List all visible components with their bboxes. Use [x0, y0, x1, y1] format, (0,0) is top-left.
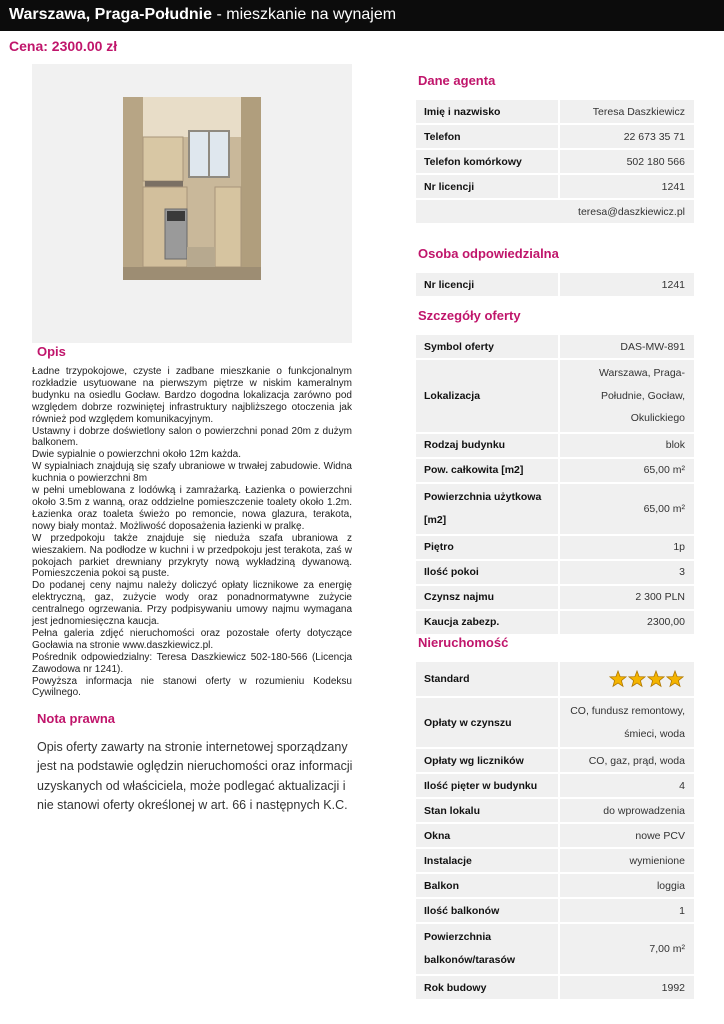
property-value: loggia	[560, 874, 694, 897]
property-value: 1992	[560, 976, 694, 999]
responsible-table	[416, 271, 694, 298]
table-row	[416, 100, 694, 123]
property-value: CO, gaz, prąd, woda	[560, 749, 694, 772]
detail-label: Powierzchnia użytkowa [m2]	[416, 484, 560, 534]
detail-label: Rodzaj budynku	[416, 434, 560, 457]
responsible-license: 1241	[560, 273, 694, 296]
header-subtitle: - mieszkanie na wynajem	[212, 6, 397, 23]
description-paragraph: W przedpokoju także znajduje się nieduża szafa ubraniowa z wieszakiem. Na podłodze w kuchni i w przedpokoju jest terakota, zaś w pokojach parkiet drewniany przykryty nową wykładziną dywanową. Pomieszczenia pokoi są puste.	[32, 532, 352, 580]
page-header	[0, 0, 724, 31]
legal-note: Opis oferty zawarty na stronie internetowej sporządzany jest na podstawie oględzin nieruchomości oraz informacji uzyskanych od właściciela, może podlegać aktualizacji i nie stanowi oferty określonej w art. 66 i następnych K.C.	[37, 740, 353, 813]
section-title-description: Opis	[37, 344, 66, 359]
table-row	[416, 459, 694, 482]
agent-table	[416, 98, 694, 225]
description-text	[32, 366, 352, 699]
agent-email[interactable]: teresa@daszkiewicz.pl	[560, 200, 694, 223]
property-label: Opłaty w czynszu	[416, 698, 560, 747]
agent-mobile-label: Telefon komórkowy	[416, 150, 560, 173]
table-row	[416, 360, 694, 432]
property-label: Okna	[416, 824, 560, 847]
detail-value: 65,00 m²	[560, 459, 694, 482]
table-row	[416, 175, 694, 198]
table-row	[416, 335, 694, 358]
property-label: Ilość pięter w budynku	[416, 774, 560, 797]
property-label: Powierzchnia balkonów/tarasów	[416, 924, 560, 974]
agent-phone: 22 673 35 71	[560, 125, 694, 148]
star-icon	[667, 671, 683, 686]
agent-name-label: Imię i nazwisko	[416, 100, 560, 123]
section-title-responsible: Osoba odpowiedzialna	[418, 246, 559, 261]
detail-value: blok	[560, 434, 694, 457]
description-paragraph: Pełna galeria zdjęć nieruchomości oraz pozostałe oferty dotyczące Gocławia na stronie www.daszkiewicz.pl.	[32, 627, 352, 651]
table-row	[416, 611, 694, 634]
property-value: 7,00 m²	[560, 924, 694, 974]
header-city: Warszawa, Praga-Południe	[9, 6, 213, 23]
table-row	[416, 273, 694, 296]
table-row	[416, 698, 694, 747]
standard-rating	[560, 662, 694, 696]
section-title-legal: Nota prawna	[37, 711, 116, 726]
detail-label: Czynsz najmu	[416, 586, 560, 609]
section-title-property: Nieruchomość	[418, 635, 509, 650]
description-paragraph: Dwie sypialnie o powierzchni około 12m każda.	[32, 449, 241, 461]
detail-label: Pow. całkowita [m2]	[416, 459, 560, 482]
agent-phone-label: Telefon	[416, 125, 560, 148]
table-row	[416, 125, 694, 148]
description-paragraph: Ładne trzypokojowe, czyste i zadbane mieszkanie o funkcjonalnym rozkładzie usytuowane na pierwszym piętrze w niskim kameralnym budynku na osiedlu Gocław. Bardzo dogodna lokalizacja zarówno pod względem dobrze rozwiniętej infrastruktury najbliższego otoczenia jak również pod względem komunikacyjnym.	[32, 366, 352, 425]
property-table	[416, 660, 694, 1001]
responsible-license-label: Nr licencji	[416, 273, 560, 296]
table-row	[416, 586, 694, 609]
property-label: Rok budowy	[416, 976, 560, 999]
property-value: 4	[560, 774, 694, 797]
star-icon	[629, 671, 645, 686]
table-row	[416, 749, 694, 772]
property-label: Stan lokalu	[416, 799, 560, 822]
detail-label: Symbol oferty	[416, 335, 560, 358]
table-row	[416, 150, 694, 173]
detail-label: Ilość pokoi	[416, 561, 560, 584]
property-label: Standard	[416, 662, 560, 696]
description-paragraph: W sypialniach znajdują się szafy ubraniowe w trwałej zabudowie. Widna kuchnia o powierzchni 8m	[32, 461, 352, 485]
description-paragraph: Pośrednik odpowiedzialny: Teresa Daszkiewicz 502-180-566 (Licencja Zawodowa nr 1241).	[32, 651, 352, 675]
detail-value: Warszawa, Praga-Południe, Gocław, Okulickiego	[560, 360, 694, 432]
detail-value: 1p	[560, 536, 694, 559]
property-value: CO, fundusz remontowy, śmieci, woda	[560, 698, 694, 747]
detail-value: 3	[560, 561, 694, 584]
detail-value: 2300,00	[560, 611, 694, 634]
table-row	[416, 434, 694, 457]
table-row	[416, 899, 694, 922]
detail-value: DAS-MW-891	[560, 335, 694, 358]
detail-value: 2 300 PLN	[560, 586, 694, 609]
table-row	[416, 824, 694, 847]
property-value: do wprowadzenia	[560, 799, 694, 822]
table-row	[416, 799, 694, 822]
description-paragraph: Do podanej ceny najmu należy doliczyć opłaty licznikowe za energię elektryczną, gaz, zużycie wody oraz ponadnormatywne zużycie centralnego ogrzewania. Przy podpisywaniu umowy najmu wymagana jest jednomiesięczna kaucja.	[32, 580, 352, 628]
table-row	[416, 849, 694, 872]
details-table	[416, 333, 694, 636]
detail-label: Piętro	[416, 536, 560, 559]
listing-photo[interactable]	[123, 97, 261, 280]
table-row	[416, 536, 694, 559]
table-row	[416, 976, 694, 999]
property-value: wymienione	[560, 849, 694, 872]
detail-value: 65,00 m²	[560, 484, 694, 534]
property-label: Balkon	[416, 874, 560, 897]
description-paragraph: Ustawny i dobrze doświetlony salon o powierzchni ponad 20m z dużym balkonem.	[32, 425, 352, 449]
agent-email-label	[416, 200, 560, 223]
table-row	[416, 200, 694, 223]
detail-label: Kaucja zabezp.	[416, 611, 560, 634]
property-value: nowe PCV	[560, 824, 694, 847]
table-row	[416, 484, 694, 534]
property-label: Opłaty wg liczników	[416, 749, 560, 772]
property-label: Instalacje	[416, 849, 560, 872]
table-row	[416, 662, 694, 696]
price: Cena: 2300.00 zł	[9, 38, 118, 54]
section-title-details: Szczegóły oferty	[418, 308, 521, 323]
description-paragraph: w pełni umeblowana z lodówką i zamrażarką. Łazienka o powierzchni około 3.5m z wanną, oraz oddzielne pomieszczenie toalety około 1.2m. Łazienka oraz toaleta świeżo po remoncie, nowa glazura, terakota, nowy biały montaż. Możliwość doposażenia łazienki w pralkę.	[32, 485, 352, 532]
star-icon	[648, 671, 664, 686]
detail-label: Lokalizacja	[416, 360, 560, 432]
table-row	[416, 561, 694, 584]
table-row	[416, 924, 694, 974]
section-title-agent: Dane agenta	[418, 73, 496, 88]
agent-name: Teresa Daszkiewicz	[560, 100, 694, 123]
agent-license: 1241	[560, 175, 694, 198]
table-row	[416, 774, 694, 797]
agent-license-label: Nr licencji	[416, 175, 560, 198]
property-value: 1	[560, 899, 694, 922]
star-rating-icon	[609, 670, 685, 688]
agent-mobile: 502 180 566	[560, 150, 694, 173]
table-row	[416, 874, 694, 897]
star-icon	[610, 671, 626, 686]
description-paragraph: Powyższa informacja nie stanowi oferty w rozumieniu Kodeksu Cywilnego.	[32, 675, 352, 699]
property-label: Ilość balkonów	[416, 899, 560, 922]
